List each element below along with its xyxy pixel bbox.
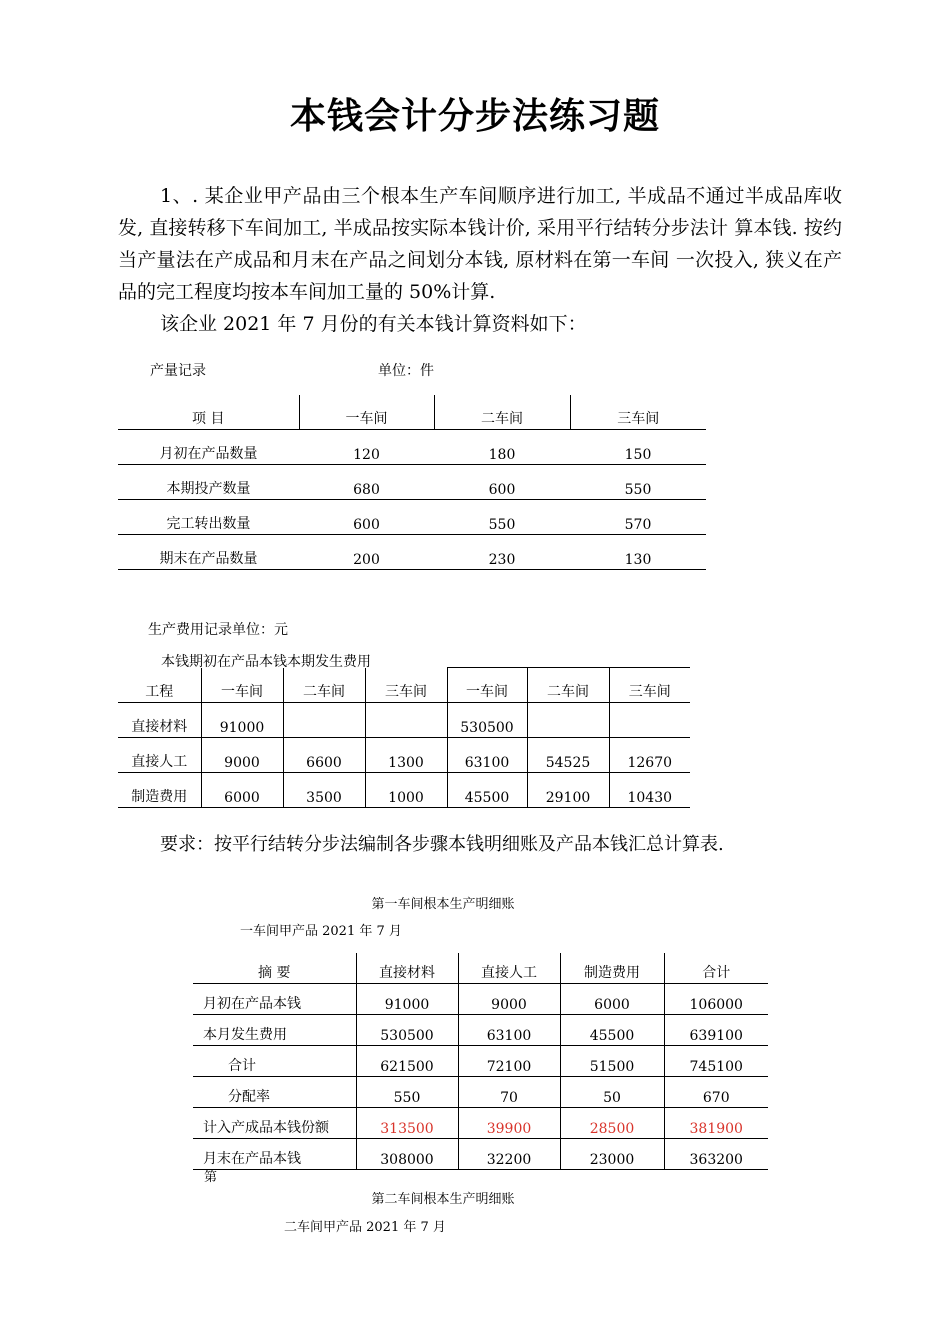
row-label: 月初在产品本钱 (193, 984, 356, 1015)
column-header: 项 目 (118, 395, 299, 430)
table-header-row (193, 953, 768, 984)
table-cell: 200 (299, 535, 434, 570)
table-cell: 670 (664, 1077, 768, 1108)
output-record-caption: 产量记录 (150, 363, 206, 379)
table-cell: 39900 (458, 1108, 560, 1139)
row-label: 计入产成品本钱份额 (193, 1108, 356, 1139)
table-cell: 29100 (527, 773, 609, 808)
table-row (118, 773, 690, 808)
table-cell: 308000 (356, 1139, 458, 1170)
column-header: 三车间 (609, 668, 690, 703)
table-cell: 54525 (527, 738, 609, 773)
row-label: 直接人工 (118, 738, 201, 773)
column-header: 合计 (664, 953, 768, 984)
column-header: 工程 (118, 668, 201, 703)
table-cell: 9000 (458, 984, 560, 1015)
table-cell: 180 (434, 430, 570, 465)
table-cell: 1000 (365, 773, 447, 808)
table-cell: 600 (434, 465, 570, 500)
table-cell: 550 (570, 465, 706, 500)
table-cell: 363200 (664, 1139, 768, 1170)
table-cell: 570 (570, 500, 706, 535)
table-cell: 6000 (560, 984, 664, 1015)
cost-record-group-caption: 本钱期初在产品本钱本期发生费用 (161, 654, 371, 670)
table-cell: 3500 (283, 773, 365, 808)
column-header: 一车间 (447, 668, 527, 703)
requirement-text: 要求：按平行结转分步法编制各步骤本钱明细账及产品本钱汇总计算表. (160, 834, 724, 855)
intro-data-line: 该企业 2021 年 7 月份的有关本钱计算资料如下： (160, 313, 587, 335)
table-cell: 745100 (664, 1046, 768, 1077)
row-label: 月末在产品本钱 (193, 1139, 356, 1170)
table-cell: 45500 (560, 1015, 664, 1046)
table-cell: 530500 (447, 703, 527, 738)
table-cell: 32200 (458, 1139, 560, 1170)
table-cell: 91000 (201, 703, 283, 738)
table-cell: 550 (356, 1077, 458, 1108)
table-row (193, 1015, 768, 1046)
column-header: 一车间 (299, 395, 434, 430)
row-label: 直接材料 (118, 703, 201, 738)
table-cell: 10430 (609, 773, 690, 808)
row-label: 本月发生费用 (193, 1015, 356, 1046)
cost-record-table (118, 667, 690, 808)
table-header-row (118, 668, 690, 703)
table-row (118, 465, 706, 500)
table-cell: 230 (434, 535, 570, 570)
table-cell: 23000 (560, 1139, 664, 1170)
table-cell: 6600 (283, 738, 365, 773)
table-cell: 45500 (447, 773, 527, 808)
ledger1-subtitle: 一车间甲产品 2021 年 7 月 (240, 924, 402, 939)
table-row (118, 703, 690, 738)
column-header: 二车间 (434, 395, 570, 430)
table-row (193, 1077, 768, 1108)
table-header-row (118, 395, 706, 430)
table-cell: 106000 (664, 984, 768, 1015)
row-label: 制造费用 (118, 773, 201, 808)
table-cell: 120 (299, 430, 434, 465)
table-cell: 550 (434, 500, 570, 535)
column-header: 直接材料 (356, 953, 458, 984)
column-header: 制造费用 (560, 953, 664, 984)
table-cell: 12670 (609, 738, 690, 773)
row-label: 月初在产品数量 (118, 430, 299, 465)
column-header: 直接人工 (458, 953, 560, 984)
table-row (118, 738, 690, 773)
table-cell (609, 703, 690, 738)
table-cell: 1300 (365, 738, 447, 773)
column-header: 二车间 (527, 668, 609, 703)
ledger1-title: 第一车间根本生产明细账 (371, 897, 515, 912)
table-cell: 600 (299, 500, 434, 535)
column-header: 摘 要 (193, 953, 356, 984)
column-header: 三车间 (570, 395, 706, 430)
table-row (193, 1046, 768, 1077)
table-cell: 680 (299, 465, 434, 500)
table-cell: 63100 (458, 1015, 560, 1046)
table-cell: 63100 (447, 738, 527, 773)
table-cell: 51500 (560, 1046, 664, 1077)
page-title: 本钱会计分步法练习题 (289, 96, 660, 137)
row-label: 完工转出数量 (118, 500, 299, 535)
column-header: 三车间 (365, 668, 447, 703)
table-row (193, 1108, 768, 1139)
table-row (193, 1139, 768, 1170)
table-cell: 621500 (356, 1046, 458, 1077)
intro-paragraph: 1、. 某企业甲产品由三个根本生产车间顺序进行加工, 半成品不通过半成品库收发, 直接转移下车间加工, 半成品按实际本钱计价, 采用平行结转分步法计 算本钱. 按约当产量法在产成品和月末在产品之间划分本钱, 原材料在第一车间 一次投入, 狭义在产品的完工程度均按本车间加工量的 50%计算. (118, 185, 842, 303)
output-record-unit: 单位：件 (378, 363, 434, 379)
table-cell: 72100 (458, 1046, 560, 1077)
ledger2-title: 第二车间根本生产明细账 (371, 1192, 515, 1207)
table-cell: 150 (570, 430, 706, 465)
table-cell: 530500 (356, 1015, 458, 1046)
ledger2-subtitle: 二车间甲产品 2021 年 7 月 (284, 1220, 446, 1235)
table-cell: 28500 (560, 1108, 664, 1139)
table-cell (283, 703, 365, 738)
row-label: 本期投产数量 (118, 465, 299, 500)
ledger1-table (193, 953, 768, 1170)
table-row (118, 500, 706, 535)
table-cell (527, 703, 609, 738)
output-record-table (118, 395, 706, 570)
row-label: 期末在产品数量 (118, 535, 299, 570)
table-cell: 50 (560, 1077, 664, 1108)
column-header: 一车间 (201, 668, 283, 703)
table-cell: 70 (458, 1077, 560, 1108)
table-cell (365, 703, 447, 738)
cost-record-caption: 生产费用记录单位：元 (148, 622, 288, 638)
table-cell: 9000 (201, 738, 283, 773)
table-cell: 130 (570, 535, 706, 570)
row-label: 合计 (193, 1046, 356, 1077)
table-row (118, 535, 706, 570)
table-cell: 381900 (664, 1108, 768, 1139)
table-cell: 639100 (664, 1015, 768, 1046)
table-row (193, 984, 768, 1015)
footnote-text: 第 (204, 1170, 218, 1185)
table-cell: 6000 (201, 773, 283, 808)
column-header: 二车间 (283, 668, 365, 703)
table-row (118, 430, 706, 465)
row-label: 分配率 (193, 1077, 356, 1108)
table-cell: 91000 (356, 984, 458, 1015)
table-cell: 313500 (356, 1108, 458, 1139)
